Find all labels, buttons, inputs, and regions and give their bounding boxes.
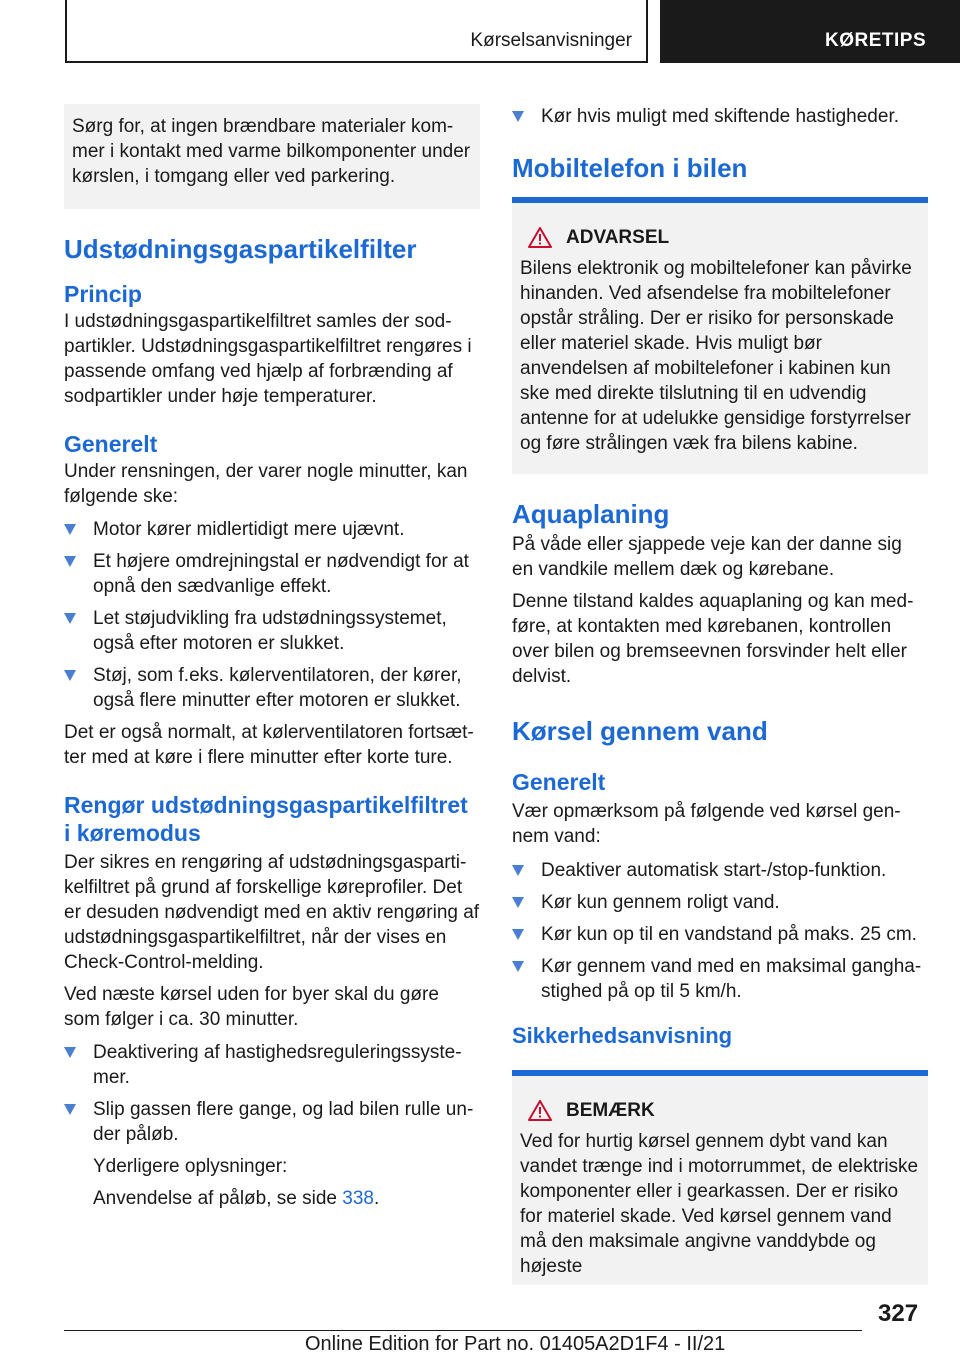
water-driving-list: [512, 858, 928, 1004]
heading-generelt-right: Generelt: [512, 769, 606, 795]
speed-list: [512, 104, 928, 129]
bullet-triangle-icon: [512, 111, 524, 122]
header-chapter-tab: [660, 0, 960, 63]
bullet-triangle-icon: [64, 1047, 76, 1058]
generelt-text-right: Vær opmærksom på følgende ved kørsel gennem vand:: [512, 801, 901, 847]
list-item: Kør gennem vand med en maksimal ganghastighed på op til 5 km/h.: [512, 954, 928, 1004]
list-item: Deaktiver automatisk start-/stop-funktion.: [512, 858, 928, 883]
right-column: [512, 104, 928, 1285]
normal-fan-text: Det er også normalt, at kølerventilatoren fortsætter med at køre i flere minutter efter korte ture.: [64, 722, 474, 768]
footer-edition: Online Edition for Part no. 01405A2D1F4 - II/21: [305, 1333, 726, 1355]
generelt-text-left: Under rensningen, der varer nogle minutter, kan følgende ske:: [64, 461, 468, 507]
bullet-triangle-icon: [64, 670, 76, 681]
fire-note-text: Sørg for, at ingen brændbare materialer kommer i kontakt med varme bilkomponenter under kørslen, i tomgang eller ved parkering.: [72, 116, 471, 187]
list-item: Kør kun op til en vandstand på maks. 25 cm.: [512, 922, 928, 947]
bullet-triangle-icon: [64, 556, 76, 567]
rengor-text-1: Der sikres en rengøring af udstødningsgaspartikelfiltret på grund af forskellige køreprofiler. Det er desuden nødvendigt med en aktiv rengøring af udstødningsgaspartikelfiltret, når der vises en Check-Control-melding.: [64, 852, 480, 973]
heading-safety: Sikkerhedsanvisning: [512, 1023, 733, 1048]
bullet-triangle-icon: [64, 613, 76, 624]
fire-note-box: [64, 104, 480, 209]
aquaplaning-text-2: Denne tilstand kaldes aquaplaning og kan medføre, at kontakten med kørebanen, kontrollen over bilen og bremseevnen forsvinder helt eller delvist.: [512, 591, 914, 687]
notice-box-water: [512, 1070, 928, 1285]
heading-rengor: Rengør udstødningsgaspartikelfiltret i køremodus: [64, 792, 468, 846]
rengor-steps-list: [64, 1040, 480, 1147]
page-number: 327: [878, 1300, 919, 1327]
bullet-triangle-icon: [512, 897, 524, 908]
bullet-triangle-icon: [512, 865, 524, 876]
extra-info-reference: Anvendelse af påløb, se side 338.: [93, 1188, 380, 1209]
bullet-triangle-icon: [512, 961, 524, 972]
heading-generelt-left: Generelt: [64, 431, 158, 457]
heading-particle-filter: Udstødningsgaspartikelfilter: [64, 234, 417, 264]
list-item: Kør kun gennem roligt vand.: [512, 890, 928, 915]
warning-triangle-icon: [528, 1100, 552, 1121]
footer-divider: [64, 1330, 862, 1331]
notice-text: Ved for hurtig kørsel gennem dybt vand kan vandet trænge ind i motorrummet, de elektriske komponenter eller i gearkassen. Der er risiko for materiel skade. Ved kørsel gennem vand må den maksimale angivne vanddybde og højeste: [520, 1131, 919, 1277]
list-item: Et højere omdrejningstal er nødvendigt for at opnå den sædvanlige effekt.: [64, 549, 480, 599]
extra-info-label: Yderligere oplysninger:: [93, 1156, 288, 1177]
cleaning-effects-list: [64, 517, 480, 713]
list-item: Kør hvis muligt med skiftende hastigheder.: [512, 104, 928, 129]
aquaplaning-text-1: På våde eller sjappede veje kan der danne sig en vandkile mellem dæk og kørebane.: [512, 534, 902, 580]
list-item: Motor kører midlertidigt mere ujævnt.: [64, 517, 480, 542]
warning-title: ADVARSEL: [520, 225, 920, 250]
warning-text: Bilens elektronik og mobiltelefoner kan påvirke hinanden. Ved afsendelse fra mobiltelefoner opstår stråling. Der er risiko for personskade eller materiel skade. Hvis muligt bør anvendelsen af mobiltelefoner i kabinen kun ske med direkte tilslutning til en udvendig antenne for at udelukke gensidige forstyrrelser og føre strålingen væk fra bilens kabine.: [520, 258, 912, 454]
list-item: Støj, som f.eks. kølerventilatoren, der kører, også flere minutter efter motoren er slukket.: [64, 663, 480, 713]
bullet-triangle-icon: [512, 929, 524, 940]
heading-aquaplaning: Aquaplaning: [512, 499, 670, 529]
left-column: [64, 104, 480, 1211]
header-chapter-title: KØRETIPS: [825, 30, 927, 51]
princip-text: I udstødningsgaspartikelfiltret samles der sodpartikler. Udstødningsgaspartikelfiltret rengøres i passende omfang ved hjælp af forbrænding af sodpartikler under høje temperaturer.: [64, 311, 472, 407]
heading-princip: Princip: [64, 281, 142, 307]
page-link-338[interactable]: 338: [342, 1188, 374, 1209]
list-item: Slip gassen flere gange, og lad bilen rulle under påløb.: [64, 1097, 480, 1147]
bullet-triangle-icon: [64, 524, 76, 535]
heading-mobile-phone: Mobiltelefon i bilen: [512, 153, 748, 183]
rengor-text-2: Ved næste kørsel uden for byer skal du gøre som følger i ca. 30 minutter.: [64, 984, 439, 1030]
list-item: Deaktivering af hastighedsreguleringssystemer.: [64, 1040, 480, 1090]
list-item: Let støjudvikling fra udstødningssystemet, også efter motoren er slukket.: [64, 606, 480, 656]
warning-box-mobile: [512, 197, 928, 474]
header-section-title: Kørselsanvisninger: [470, 30, 632, 51]
warning-triangle-icon: [528, 227, 552, 248]
heading-water-driving: Kørsel gennem vand: [512, 716, 768, 746]
bullet-triangle-icon: [64, 1104, 76, 1115]
notice-title: BEMÆRK: [520, 1098, 920, 1123]
header-section-box: [65, 0, 648, 63]
